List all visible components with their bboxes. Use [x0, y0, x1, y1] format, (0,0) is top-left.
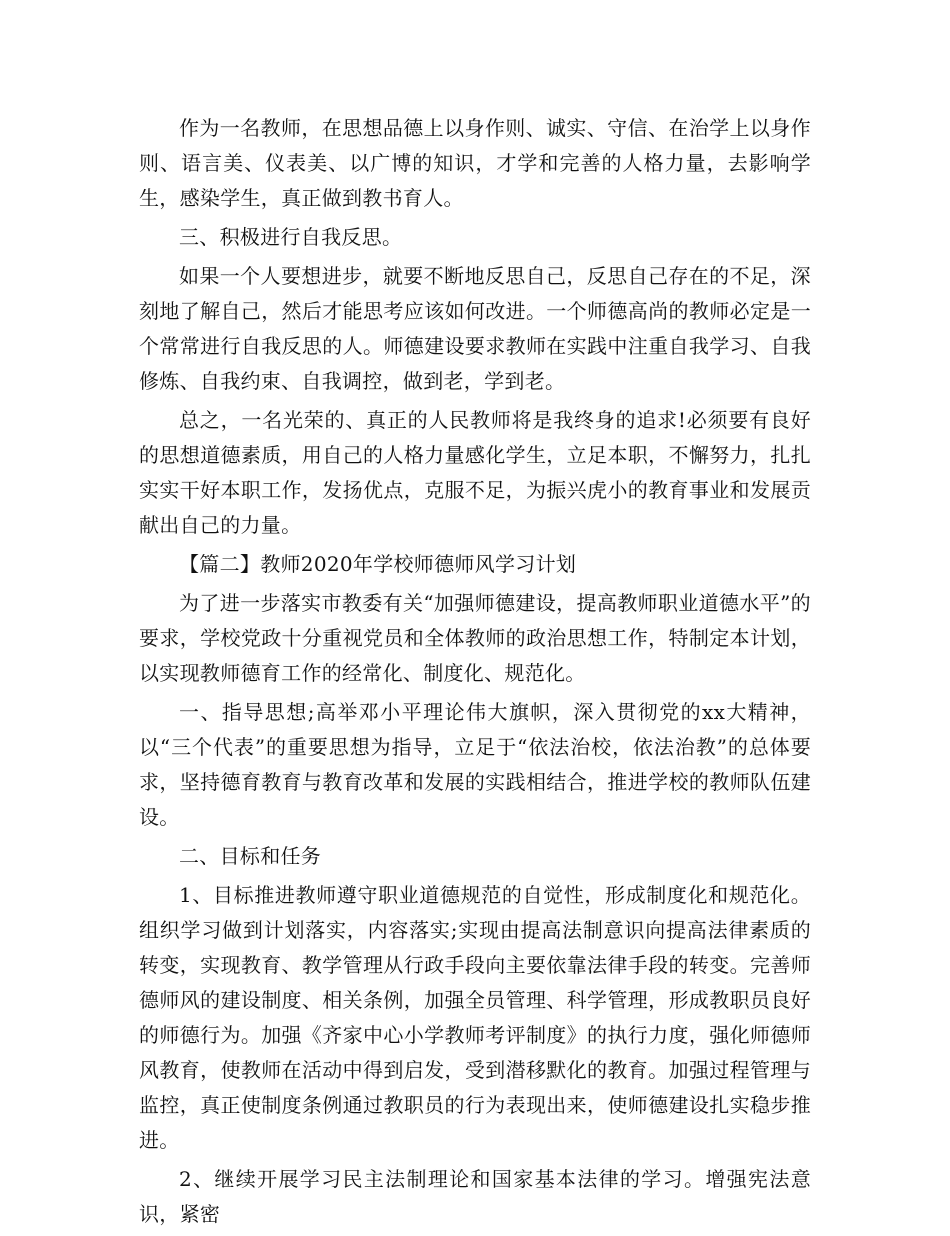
paragraph: 作为一名教师，在思想品德上以身作则、诚实、守信、在治学上以身作则、语言美、仪表美、以广博的知识，才学和完善的人格力量，去影响学生，感染学生，真正做到教书育人。	[139, 116, 811, 210]
paragraph: 总之，一名光荣的、真正的人民教师将是我终身的追求!必须要有良好的思想道德素质，用自己的人格力量感化学生，立足本职，不懈努力，扎扎实实干好本职工作，发扬优点，克服不足，为振兴虎小的教育事业和发展贡献出自己的力量。	[139, 408, 811, 537]
article-heading: 【篇二】教师2020年学校师德师风学习计划	[179, 552, 577, 576]
document-body	[139, 111, 811, 1236]
paragraph: 如果一个人要想进步，就要不断地反思自己，反思自己存在的不足，深刻地了解自己，然后才能思考应该如何改进。一个师德高尚的教师必定是一个常常进行自我反思的人。师德建设要求教师在实践中注重自我学习、自我修炼、自我约束、自我调控，做到老，学到老。	[139, 264, 811, 393]
paragraph: 1、目标推进教师遵守职业道德规范的自觉性，形成制度化和规范化。组织学习做到计划落实，内容落实;实现由提高法制意识向提高法律素质的转变，实现教育、教学管理从行政手段向主要依靠法律手段的转变。完善师德师风的建设制度、相关条例，加强全员管理、科学管理，形成教职员良好的师德行为。加强《齐家中心小学教师考评制度》的执行力度，强化师德师风教育，使教师在活动中得到启发，受到潜移默化的教育。加强过程管理与监控，真正使制度条例通过教职员的行为表现出来，使师德建设扎实稳步推进。	[139, 883, 811, 1152]
paragraph: 一、指导思想;高举邓小平理论伟大旗帜，深入贯彻党的xx大精神，以“三个代表”的重要思想为指导，立足于“依法治校，依法治教”的总体要求，坚持德育教育与教育改革和发展的实践相结合，推进学校的教师队伍建设。	[139, 700, 811, 829]
paragraph: 为了进一步落实市教委有关“加强师德建设，提高教师职业道德水平”的要求，学校党政十分重视党员和全体教师的政治思想工作，特制定本计划，以实现教师德育工作的经常化、制度化、规范化。	[139, 591, 811, 685]
section-heading: 三、积极进行自我反思。	[179, 225, 403, 249]
paragraph: 2、继续开展学习民主法制理论和国家基本法律的学习。增强宪法意识，紧密	[139, 1167, 811, 1226]
section-heading: 二、目标和任务	[179, 844, 322, 868]
